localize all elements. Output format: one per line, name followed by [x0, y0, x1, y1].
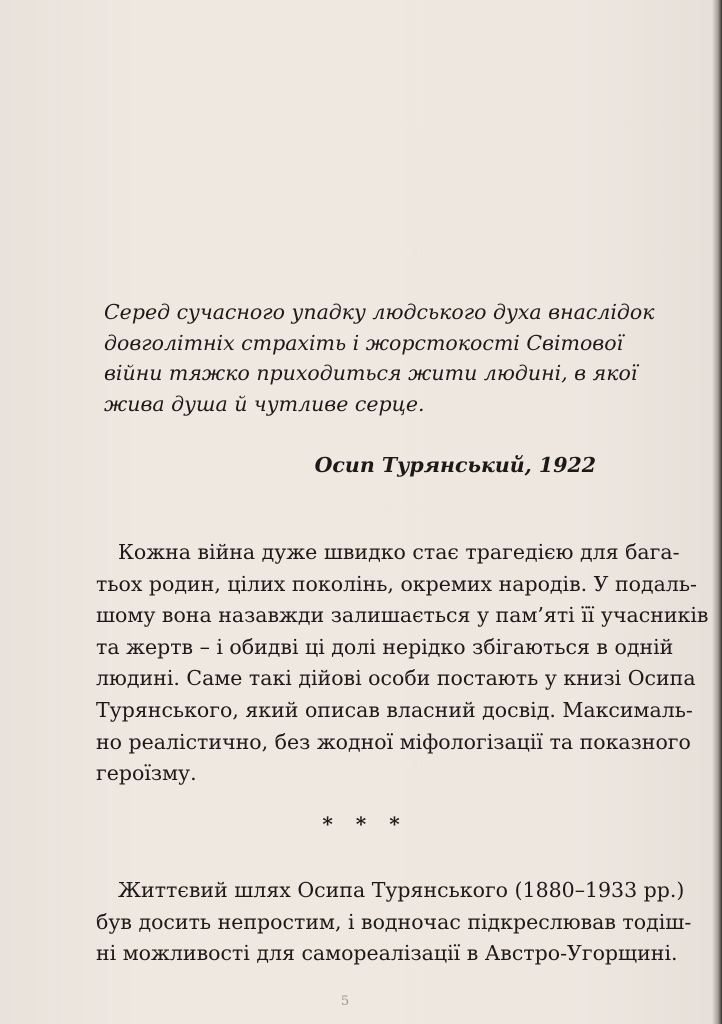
body-paragraph: [96, 537, 709, 790]
body-paragraph: [96, 875, 692, 970]
paragraph-line: тьох родин, цілих поколінь, окремих народів. У подаль-: [96, 571, 697, 596]
epigraph-line: жива душа й чутливе серце.: [104, 391, 425, 416]
section-separator: * * *: [322, 812, 408, 836]
epigraph-attribution: Осип Турянський, 1922: [314, 453, 596, 477]
paragraph-line: Турянського, який описав власний досвід. Максималь-: [96, 697, 693, 722]
paragraph-line: людині. Саме такі дійові особи постають у книзі Осипа: [96, 666, 696, 691]
page-edge-shadow: [712, 0, 722, 1024]
paragraph-line: героїзму.: [96, 761, 197, 786]
paragraph-line: був досить непростим, і водночас підкреслював тодіш-: [96, 909, 692, 934]
paragraph-line: та жертв – і обидві ці долі нерідко збігаються в одній: [96, 634, 674, 659]
paragraph-line: Кожна війна дуже швидко стає трагедією для бага-: [118, 540, 680, 564]
epigraph: [104, 297, 655, 419]
epigraph-line: війни тяжко приходиться жити людині, в якої: [104, 361, 638, 385]
page-number: 5: [340, 994, 350, 1009]
paragraph-line: шому вона назавжди залишається у пам’яті її учасників: [96, 603, 709, 628]
paragraph-line: но реалістично, без жодної міфологізації та показного: [96, 729, 691, 754]
epigraph-line: довголітніх страхіть і жорстокості Світової: [104, 330, 624, 355]
paragraph-line: Життєвий шлях Осипа Турянського (1880–1933 рр.): [118, 878, 685, 902]
paragraph-line: ні можливості для самореалізації в Австро-Угорщині.: [96, 941, 678, 966]
epigraph-line: Серед сучасного упадку людського духа внаслідок: [104, 300, 655, 324]
